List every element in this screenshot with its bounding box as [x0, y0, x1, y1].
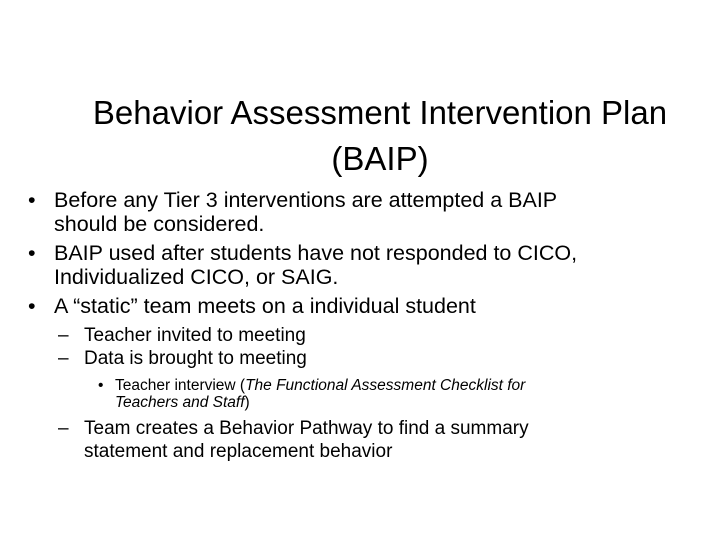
checklist-title-part-1: The Functional Assessment Checklist for: [245, 377, 526, 394]
sub-bullet-list: [28, 324, 698, 463]
slide-title: [50, 90, 710, 182]
title-line-1: Behavior Assessment Intervention Plan: [92, 94, 668, 131]
bullet-item-1: [28, 188, 698, 236]
sub-item-3-line-2: statement and replacement behavior: [84, 441, 393, 462]
bullet-2-line-1: BAIP used after students have not responded to CICO,: [54, 241, 578, 265]
bullet-2-line-2: Individualized CICO, or SAIG.: [54, 265, 339, 289]
title-line-2: (BAIP): [331, 140, 429, 177]
bullet-item-3: [28, 294, 698, 463]
bullet-3-line-1: A “static” team meets on a individual student: [54, 294, 476, 318]
sub-sub-item-line-1: [115, 377, 698, 394]
dash-icon: –: [58, 418, 69, 439]
bullet-icon: •: [98, 377, 104, 394]
sub-item-2: [28, 347, 698, 370]
dash-icon: –: [58, 348, 69, 369]
bullet-icon: •: [28, 294, 36, 318]
sub-sub-item-1: [28, 377, 698, 411]
sub-item-3: [28, 417, 698, 463]
bullet-1-line-1: Before any Tier 3 interventions are attempted a BAIP: [54, 188, 558, 212]
checklist-title-part-2: Teachers and Staff: [115, 394, 245, 411]
sub-item-3-line-1: Team creates a Behavior Pathway to find a summary: [84, 418, 529, 439]
sub-sub-item-suffix: ): [244, 394, 250, 411]
sub-sub-item-line-2: [115, 394, 698, 411]
bullet-item-2: [28, 241, 698, 289]
sub-item-1-text: Teacher invited to meeting: [84, 325, 306, 346]
bullet-icon: •: [28, 241, 36, 265]
bullet-list: [28, 188, 698, 468]
bullet-1-line-2: should be considered.: [54, 212, 265, 236]
sub-item-1: [28, 324, 698, 347]
sub-item-2-text: Data is brought to meeting: [84, 348, 307, 369]
bullet-icon: •: [28, 188, 36, 212]
dash-icon: –: [58, 325, 69, 346]
sub-sub-item-prefix: Teacher interview (: [115, 377, 246, 394]
